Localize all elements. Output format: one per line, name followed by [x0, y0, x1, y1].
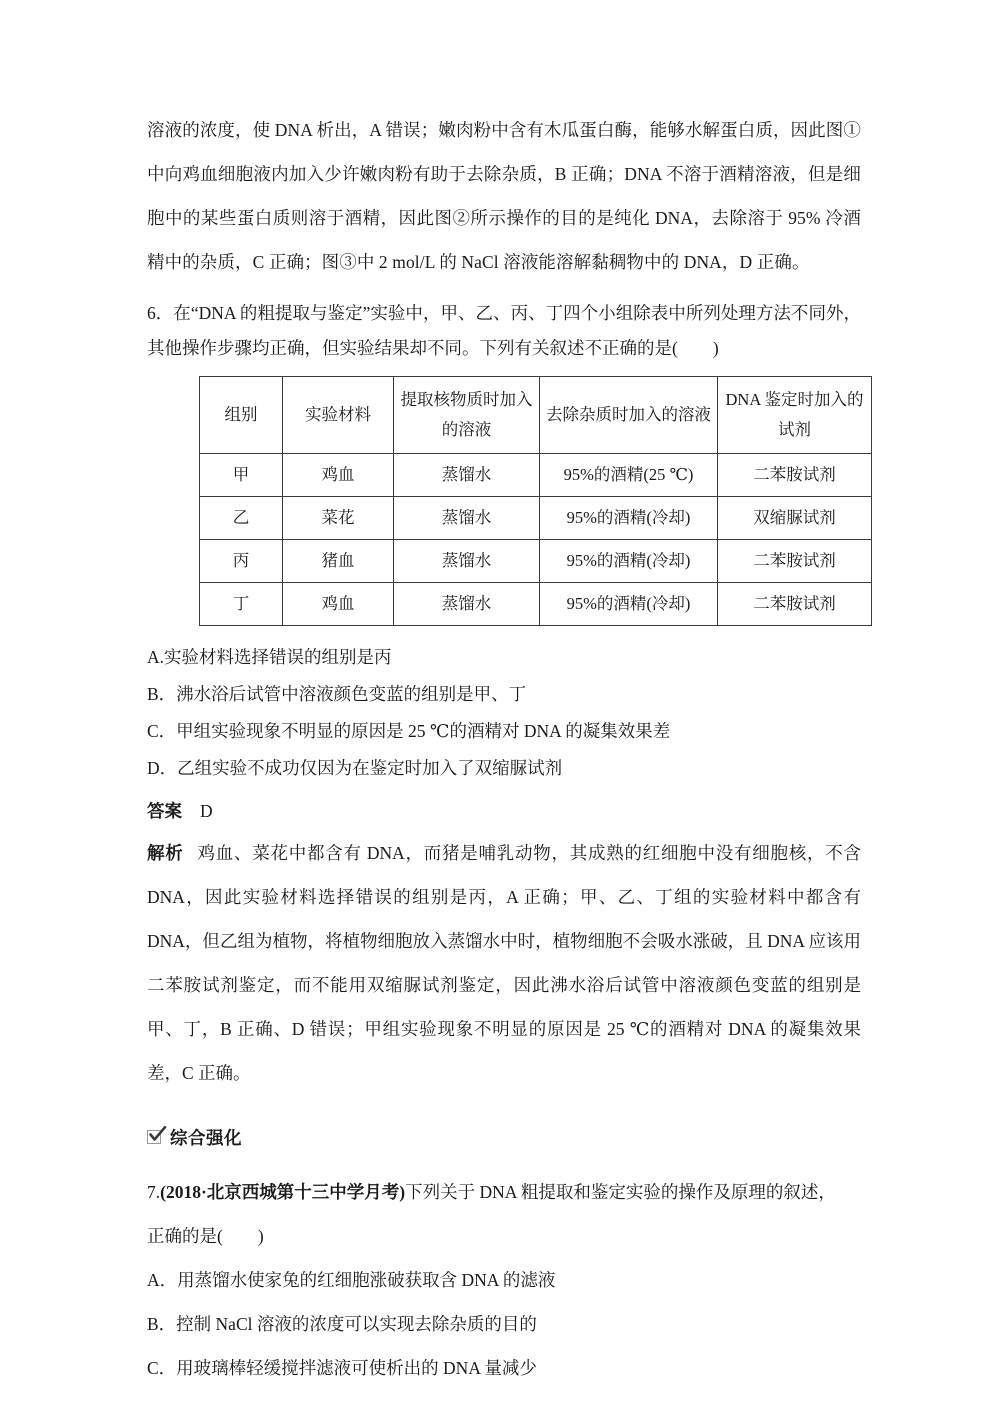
- table-cell: 95%的酒精(25 ℃): [540, 454, 718, 497]
- table-cell: 95%的酒精(冷却): [540, 583, 718, 626]
- table-cell: 甲: [200, 454, 283, 497]
- option-c: C．甲组实验现象不明显的原因是 25 ℃的酒精对 DNA 的凝集效果差: [147, 721, 671, 741]
- table-cell: 鸡血: [283, 454, 394, 497]
- question-6-options: [147, 640, 861, 786]
- question-7-stem-line2: 正确的是( ): [147, 1226, 264, 1246]
- table-cell: 二苯胺试剂: [718, 583, 872, 626]
- table-body: [200, 454, 872, 626]
- table-cell: 双缩脲试剂: [718, 497, 872, 540]
- table-cell: 95%的酒精(冷却): [540, 497, 718, 540]
- table-cell: 菜花: [283, 497, 394, 540]
- table-header: [200, 377, 872, 454]
- table-cell: 乙: [200, 497, 283, 540]
- table-row: [200, 454, 872, 497]
- continued-explanation-paragraph: 溶液的浓度，使 DNA 析出，A 错误；嫩肉粉中含有木瓜蛋白酶，能够水解蛋白质，因此图①中向鸡血细胞液内加入少许嫩肉粉有助于去除杂质，B 正确；DNA 不溶于酒精溶液，但是细胞中的某些蛋白质则溶于酒精，因此图②所示操作的目的是纯化 DNA，去除溶于 95% 冷酒精中的杂质，C 正确；图③中 2 mol/L 的 NaCl 溶液能溶解黏稠物中的 DNA，D 正确。: [147, 120, 861, 272]
- option-b: B．沸水浴后试管中溶液颜色变蓝的组别是甲、丁: [147, 684, 527, 704]
- table-cell: 蒸馏水: [394, 540, 540, 583]
- table-cell: 二苯胺试剂: [718, 540, 872, 583]
- table-cell: 95%的酒精(冷却): [540, 540, 718, 583]
- table-cell: 猪血: [283, 540, 394, 583]
- q7-option-a: A．用蒸馏水使家兔的红细胞涨破获取含 DNA 的滤液: [147, 1270, 556, 1290]
- table-cell: 丁: [200, 583, 283, 626]
- table-row: [200, 540, 872, 583]
- section-header: [147, 1125, 861, 1150]
- q7-option-c: C．用玻璃棒轻缓搅拌滤液可使析出的 DNA 量减少: [147, 1358, 537, 1378]
- option-a: A.实验材料选择错误的组别是丙: [147, 647, 392, 667]
- table-header-cell-identify-reagent: DNA 鉴定时加入的试剂: [718, 377, 872, 454]
- checked-checkbox-icon: [147, 1129, 164, 1146]
- answer-line: [147, 794, 861, 829]
- table-cell: 蒸馏水: [394, 454, 540, 497]
- table-header-cell-extract-solution: 提取核物质时加入的溶液: [394, 377, 540, 454]
- table-header-row: [200, 377, 872, 454]
- question-7-source: (2018·北京西城第十三中学月考): [160, 1182, 406, 1202]
- option-d: D．乙组实验不成功仅因为在鉴定时加入了双缩脲试剂: [147, 758, 563, 778]
- question-7-stem: [147, 1170, 861, 1214]
- question-6-stem-text: 在“DNA 的粗提取与鉴定”实验中，甲、乙、丙、丁四个小组除表中所列处理方法不同外，其他操作步骤均正确，但实验结果却不同。下列有关叙述不正确的是( ): [147, 303, 861, 358]
- answer-value: D: [200, 801, 213, 821]
- question-7-stem-text: 下列关于 DNA 粗提取和鉴定实验的操作及原理的叙述，: [405, 1182, 836, 1202]
- question-7: [147, 1170, 861, 1390]
- table-header-cell-remove-impurity-solution: 去除杂质时加入的溶液: [540, 377, 718, 454]
- page-content: [147, 108, 864, 1390]
- table-cell: 二苯胺试剂: [718, 454, 872, 497]
- analysis-label: 解析: [147, 843, 184, 863]
- table-header-cell-group: 组别: [200, 377, 283, 454]
- table-cell: 鸡血: [283, 583, 394, 626]
- question-7-number: 7.: [147, 1182, 161, 1202]
- table-cell: 蒸馏水: [394, 583, 540, 626]
- experiment-table-wrapper: [199, 376, 864, 626]
- table-cell: 丙: [200, 540, 283, 583]
- q7-option-b: B．控制 NaCl 溶液的浓度可以实现去除杂质的目的: [147, 1314, 537, 1334]
- analysis-paragraph: [147, 831, 861, 1095]
- table-header-cell-material: 实验材料: [283, 377, 394, 454]
- question-6-number: 6．: [147, 303, 174, 323]
- table-row: [200, 583, 872, 626]
- question-6-stem: [147, 296, 861, 366]
- table-cell: 蒸馏水: [394, 497, 540, 540]
- table-row: [200, 497, 872, 540]
- experiment-table: [199, 376, 872, 626]
- answer-label: 答案: [147, 801, 182, 821]
- analysis-text: 鸡血、菜花中都含有 DNA，而猪是哺乳动物，其成熟的红细胞中没有细胞核，不含 DNA，因此实验材料选择错误的组别是丙，A 正确；甲、乙、丁组的实验材料中都含有 DNA，但乙组为植物，将植物细胞放入蒸馏水中时，植物细胞不会吸水涨破，且 DNA 应该用二苯胺试剂鉴定，而不能用双缩脲试剂鉴定，因此沸水浴后试管中溶液颜色变蓝的组别是甲、丁，B 正确、D 错误；甲组实验现象不明显的原因是 25 ℃的酒精对 DNA 的凝集效果差，C 正确。: [147, 843, 861, 1083]
- section-title: 综合强化: [170, 1128, 242, 1148]
